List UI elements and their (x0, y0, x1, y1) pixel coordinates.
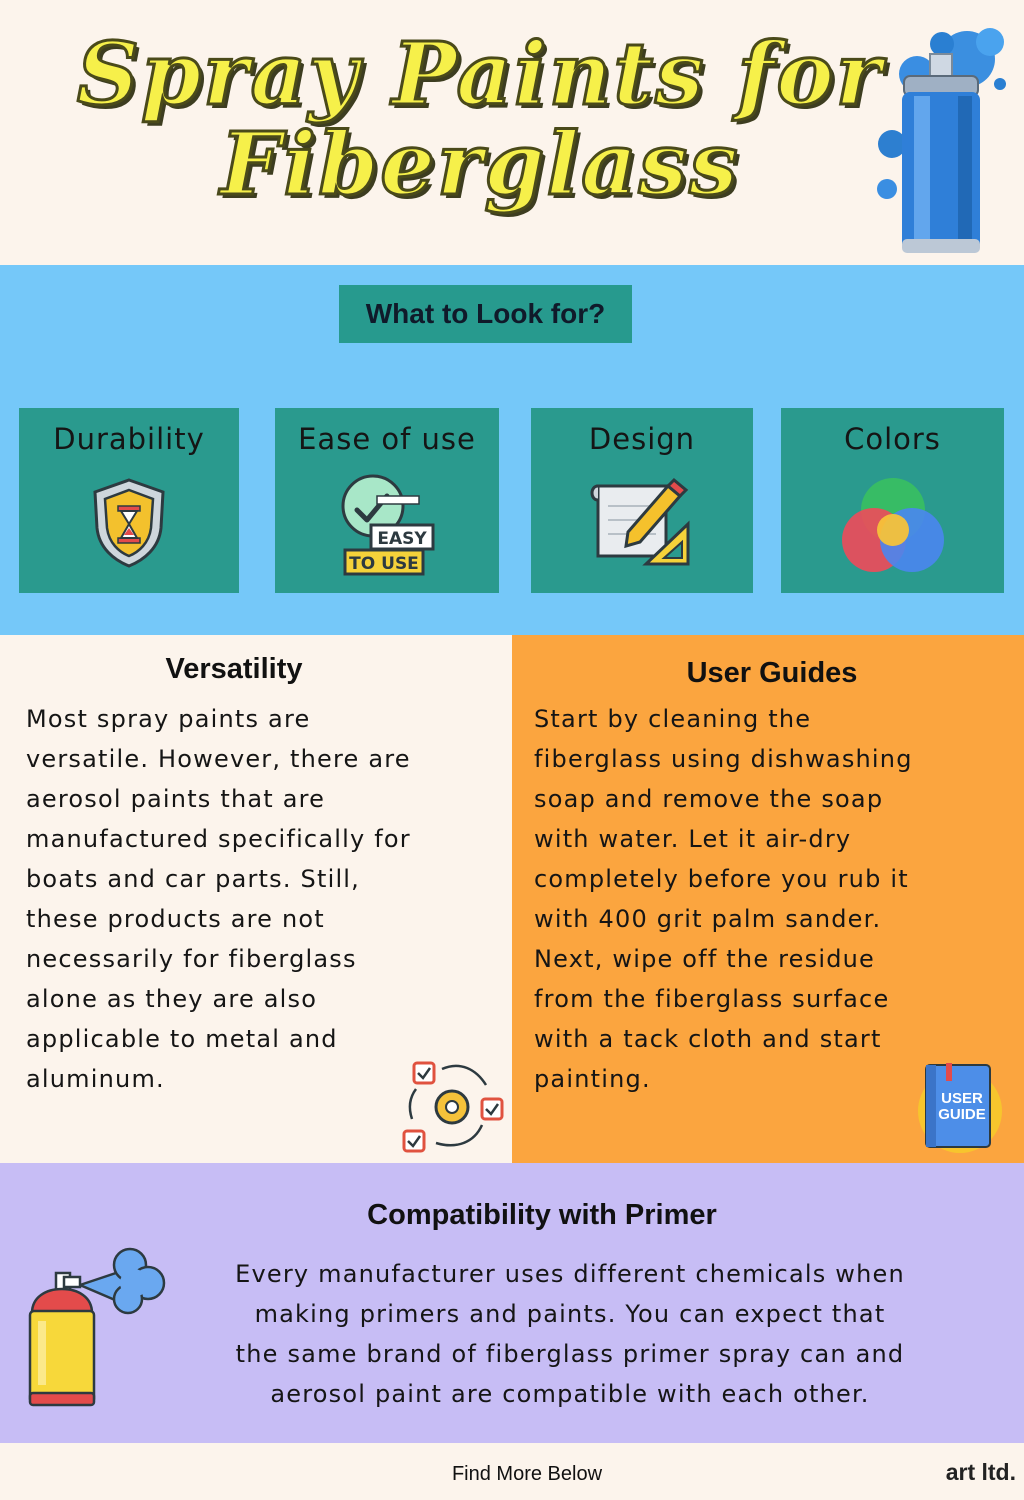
brand-logo: art ltd. (945, 1459, 1016, 1485)
user-guides-line: completely before you rub it (534, 865, 909, 893)
design-pencil-icon (590, 476, 694, 570)
card-label-design: Design (588, 422, 696, 456)
book-label-1: USER (941, 1090, 983, 1107)
user-guides-line: from the fiberglass surface (534, 985, 890, 1013)
versatility-section (0, 635, 512, 1163)
versatility-heading: Versatility (165, 653, 303, 685)
versatility-line: aluminum. (26, 1065, 165, 1093)
card-label-durability: Durability (53, 422, 205, 456)
compatibility-heading: Compatibility with Primer (367, 1199, 717, 1231)
user-guides-heading: User Guides (686, 657, 858, 689)
versatility-line: boats and car parts. Still, (26, 865, 361, 893)
compatibility-body (170, 1254, 970, 1414)
compatibility-line: aerosol paint are compatible with each other. (270, 1380, 870, 1408)
user-guides-line: Next, wipe off the residue (534, 945, 876, 973)
compatibility-line: making primers and paints. You can expect that (254, 1300, 886, 1328)
user-guides-line: Start by cleaning the (534, 705, 812, 733)
title-line-2: Fiberglass (220, 114, 740, 215)
page-title (40, 24, 920, 215)
title-line-1: Spray Paints for (76, 24, 884, 125)
versatility-line: applicable to metal and (26, 1025, 338, 1053)
color-wheel-icon (838, 474, 948, 578)
versatility-line: versatile. However, there are (26, 745, 411, 773)
versatility-line: necessarily for fiberglass (26, 945, 357, 973)
user-guides-line: fiberglass using dishwashing (534, 745, 913, 773)
spray-can-cloud-icon (22, 1243, 172, 1415)
find-more-link[interactable]: Find More Below (451, 1463, 603, 1485)
footer (0, 1443, 1024, 1500)
user-guides-line: with a tack cloth and start (534, 1025, 882, 1053)
user-guide-book-icon (912, 1061, 1004, 1155)
workflow-gear-icon (398, 1055, 506, 1157)
versatility-line: aerosol paints that are (26, 785, 326, 813)
card-durability (19, 408, 239, 593)
user-guides-section (512, 635, 1024, 1163)
user-guides-line: with 400 grit palm sander. (534, 905, 882, 933)
book-label-2: GUIDE (938, 1106, 986, 1123)
user-guides-body (534, 699, 1014, 1099)
compatibility-section (0, 1163, 1024, 1443)
shield-hourglass-icon (89, 476, 169, 568)
spray-can-icon (872, 14, 1012, 259)
user-guides-line: soap and remove the soap (534, 785, 884, 813)
compatibility-line: Every manufacturer uses different chemicals when (235, 1260, 905, 1288)
what-to-look-for-section (0, 265, 1024, 635)
user-guides-line: with water. Let it air-dry (534, 825, 852, 853)
compatibility-line: the same brand of fiberglass primer spray can and (235, 1340, 905, 1368)
versatility-line: Most spray paints are (26, 705, 311, 733)
header (0, 0, 1024, 265)
card-label-colors: Colors (844, 422, 941, 456)
easy-to-use-icon (335, 470, 439, 578)
versatility-line: alone as they are also (26, 985, 318, 1013)
card-design (531, 408, 753, 593)
card-ease-of-use (275, 408, 499, 593)
card-colors (781, 408, 1004, 593)
what-to-look-for-title: What to Look for? (339, 285, 632, 343)
easy-badge-bottom: TO USE (349, 554, 419, 574)
versatility-body (26, 699, 496, 1099)
easy-badge-top: EASY (377, 529, 427, 549)
versatility-line: these products are not (26, 905, 325, 933)
versatility-line: manufactured specifically for (26, 825, 411, 853)
user-guides-line: painting. (534, 1065, 651, 1093)
card-label-ease-of-use: Ease of use (298, 422, 476, 456)
